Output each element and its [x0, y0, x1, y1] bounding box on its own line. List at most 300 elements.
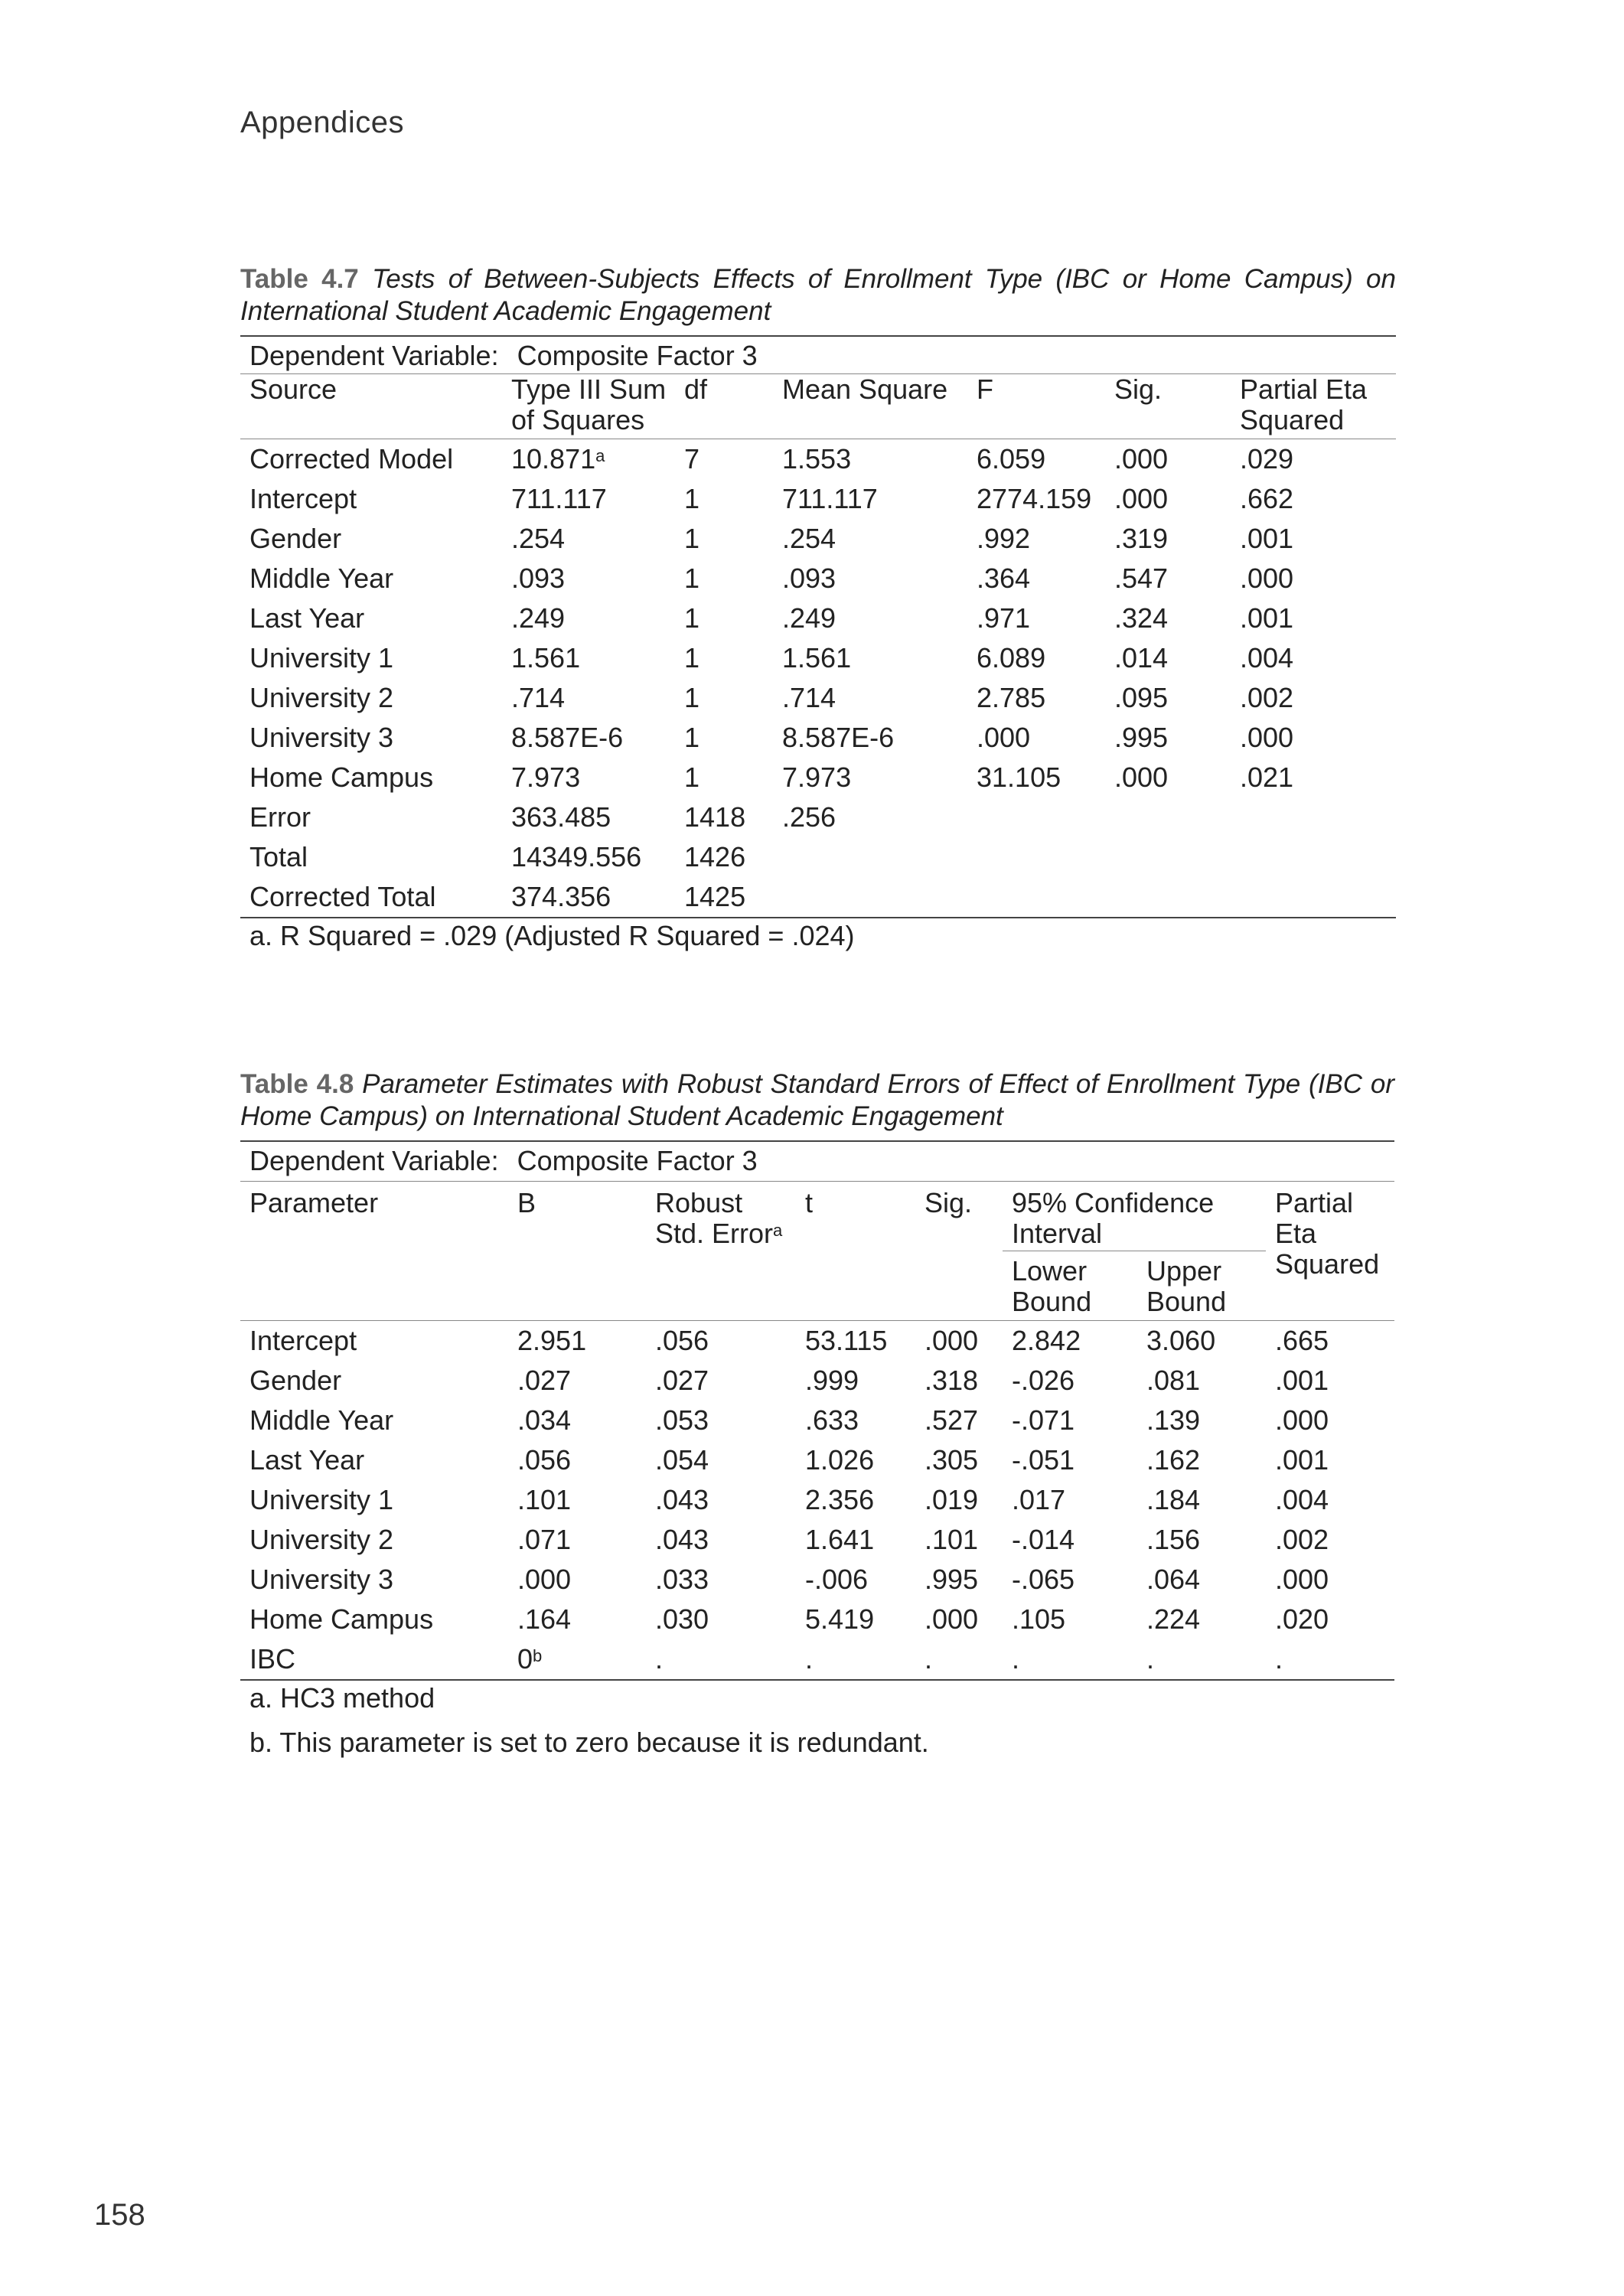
- cell-eta-value: .004: [1240, 642, 1294, 673]
- cell-df: [675, 439, 773, 480]
- cell-se: [646, 1520, 796, 1560]
- cell-upper-value: .156: [1146, 1524, 1201, 1555]
- cell-t-value: 2.356: [805, 1484, 875, 1515]
- cell-t: [796, 1321, 915, 1362]
- cell-sig-value: .995: [925, 1564, 979, 1595]
- cell-t: [796, 1480, 915, 1520]
- cell-b: [508, 1321, 646, 1362]
- cell-upper-value: .: [1146, 1643, 1155, 1675]
- cell-parameter-value: Home Campus: [249, 1603, 434, 1635]
- cell-f: [967, 519, 1105, 559]
- cell-eta: [1231, 598, 1396, 638]
- cell-sig-value: .995: [1114, 722, 1169, 753]
- table-4-7-caption: [240, 263, 1396, 328]
- cell-sig-value: .019: [925, 1484, 979, 1515]
- cell-df-value: 7: [684, 443, 700, 475]
- cell-sig-value: .095: [1114, 682, 1169, 713]
- cell-f-value: 6.089: [977, 642, 1046, 673]
- cell-sig: [1105, 598, 1231, 638]
- cell-upper-value: .139: [1146, 1404, 1201, 1436]
- cell-ss-value: 14349.556: [511, 841, 642, 872]
- table-row: [240, 877, 1396, 918]
- cell-upper: [1137, 1361, 1266, 1401]
- cell-eta: [1231, 479, 1396, 519]
- cell-df-value: 1: [684, 483, 700, 514]
- cell-parameter: [240, 1600, 508, 1639]
- cell-parameter-value: University 2: [249, 1524, 394, 1555]
- cell-eta-value: .004: [1275, 1484, 1329, 1515]
- cell-f-value: .971: [977, 602, 1031, 634]
- cell-ss-value: 1.561: [511, 642, 581, 673]
- cell-source-value: Error: [249, 801, 311, 833]
- table-4-7-note-a: a. R Squared = .029 (Adjusted R Squared = .024): [249, 920, 855, 951]
- footnote-marker-a: a: [773, 1221, 783, 1240]
- cell-parameter: [240, 1480, 508, 1520]
- cell-sig: [915, 1440, 1003, 1480]
- cell-upper-value: .064: [1146, 1564, 1201, 1595]
- header-ci-line1: 95% Confidence: [1012, 1187, 1215, 1218]
- header-t: t: [796, 1182, 915, 1321]
- cell-ms: [773, 559, 967, 598]
- cell-se-value: .056: [655, 1325, 709, 1356]
- cell-lower: [1003, 1560, 1137, 1600]
- cell-upper: [1137, 1600, 1266, 1639]
- cell-source-value: Gender: [249, 523, 342, 554]
- header-upper-line2: Bound: [1146, 1286, 1227, 1317]
- header-eta-line3: Squared: [1275, 1248, 1380, 1280]
- cell-sig-value: .305: [925, 1444, 979, 1476]
- header-row-1: [240, 1182, 1394, 1251]
- cell-source: [240, 479, 502, 519]
- header-sum-of-squares: [502, 374, 675, 439]
- cell-eta: [1266, 1361, 1394, 1401]
- cell-f: [967, 598, 1105, 638]
- cell-source: [240, 559, 502, 598]
- table-row: [240, 1520, 1394, 1560]
- cell-se-value: .043: [655, 1524, 709, 1555]
- cell-ss-value: 10.871: [511, 443, 596, 475]
- table-4-8: [240, 1140, 1394, 1681]
- cell-f: [967, 559, 1105, 598]
- cell-sig: [915, 1401, 1003, 1440]
- cell-sig: [915, 1520, 1003, 1560]
- cell-source-value: Middle Year: [249, 563, 394, 594]
- cell-se: [646, 1440, 796, 1480]
- cell-f: [967, 797, 1105, 837]
- cell-df: [675, 598, 773, 638]
- cell-f: [967, 837, 1105, 877]
- table-title: Tests of Between-Subjects Effects of Enrollment Type (IBC or Home Campus) on International Student Academic Engagement: [240, 264, 1396, 326]
- cell-sig-value: .: [925, 1643, 933, 1675]
- header-partial-eta: [1231, 374, 1396, 439]
- table-4-8-block: [240, 1068, 1394, 1759]
- cell-source-value: Corrected Total: [249, 881, 436, 912]
- cell-eta: [1266, 1401, 1394, 1440]
- header-ss-line2: of Squares: [511, 404, 645, 435]
- cell-ms-value: .254: [782, 523, 836, 554]
- header-parameter: Parameter: [240, 1182, 508, 1321]
- cell-ms-value: .249: [782, 602, 836, 634]
- cell-lower: [1003, 1440, 1137, 1480]
- cell-sig: [1105, 758, 1231, 797]
- cell-df-value: 1: [684, 722, 700, 753]
- cell-sig: [915, 1560, 1003, 1600]
- cell-f-value: 2774.159: [977, 483, 1092, 514]
- table-label: Table 4.8: [240, 1069, 354, 1099]
- cell-t: [796, 1639, 915, 1680]
- table-4-8-body: [240, 1321, 1394, 1681]
- cell-source-value: Intercept: [249, 483, 357, 514]
- cell-se: [646, 1401, 796, 1440]
- table-row: [240, 598, 1396, 638]
- table-row: [240, 559, 1396, 598]
- cell-eta: [1266, 1600, 1394, 1639]
- header-b: B: [508, 1182, 646, 1321]
- table-row: [240, 1361, 1394, 1401]
- cell-sig-value: .319: [1114, 523, 1169, 554]
- cell-df: [675, 758, 773, 797]
- cell-se: [646, 1321, 796, 1362]
- cell-ms-value: 1.561: [782, 642, 852, 673]
- cell-t-value: 53.115: [805, 1325, 888, 1356]
- cell-df-value: 1: [684, 642, 700, 673]
- cell-ss-value: 8.587E-6: [511, 722, 624, 753]
- cell-b-value: .027: [517, 1365, 572, 1396]
- cell-eta: [1231, 638, 1396, 678]
- cell-se: [646, 1639, 796, 1680]
- cell-df-value: 1418: [684, 801, 746, 833]
- cell-eta-value: .665: [1275, 1325, 1329, 1356]
- cell-sig: [1105, 718, 1231, 758]
- cell-upper-value: 3.060: [1146, 1325, 1216, 1356]
- cell-eta-value: .000: [1240, 722, 1294, 753]
- cell-source-value: University 1: [249, 642, 394, 673]
- header-eta-line2: Eta: [1275, 1218, 1317, 1249]
- cell-sig-value: .527: [925, 1404, 979, 1436]
- cell-df-value: 1: [684, 523, 700, 554]
- cell-upper: [1137, 1401, 1266, 1440]
- cell-b-value: .034: [517, 1404, 572, 1436]
- cell-ss: [502, 797, 675, 837]
- table-row: [240, 758, 1396, 797]
- cell-lower-value: .: [1012, 1643, 1020, 1675]
- cell-eta: [1231, 678, 1396, 718]
- cell-ms-value: .714: [782, 682, 836, 713]
- dependent-variable-row: [240, 1141, 1394, 1182]
- cell-eta-value: .001: [1240, 523, 1294, 554]
- cell-eta-value: .001: [1275, 1365, 1329, 1396]
- cell-t-value: 5.419: [805, 1603, 875, 1635]
- cell-f: [967, 877, 1105, 918]
- cell-parameter-value: Gender: [249, 1365, 342, 1396]
- cell-t-value: .633: [805, 1404, 859, 1436]
- cell-se-value: .043: [655, 1484, 709, 1515]
- cell-sig-value: .318: [925, 1365, 979, 1396]
- cell-b: [508, 1639, 646, 1680]
- table-row: [240, 1480, 1394, 1520]
- cell-b: [508, 1361, 646, 1401]
- cell-source: [240, 519, 502, 559]
- cell-b-value: .000: [517, 1564, 572, 1595]
- table-4-7-body: [240, 439, 1396, 918]
- cell-upper-value: .184: [1146, 1484, 1201, 1515]
- cell-ss-value: 363.485: [511, 801, 611, 833]
- header-sig: Sig.: [1114, 373, 1163, 405]
- dependent-variable-label: Dependent Variable:: [249, 340, 499, 371]
- cell-ms: [773, 758, 967, 797]
- cell-df: [675, 479, 773, 519]
- cell-ms: [773, 718, 967, 758]
- cell-ms: [773, 479, 967, 519]
- cell-b-value: 0: [517, 1643, 533, 1675]
- cell-t: [796, 1401, 915, 1440]
- cell-ss: [502, 837, 675, 877]
- cell-lower-value: -.065: [1012, 1564, 1075, 1595]
- cell-source: [240, 638, 502, 678]
- cell-parameter-value: Middle Year: [249, 1404, 394, 1436]
- cell-b-value: .164: [517, 1603, 572, 1635]
- cell-f: [967, 678, 1105, 718]
- cell-f-value: 6.059: [977, 443, 1046, 475]
- cell-source-value: University 3: [249, 722, 394, 753]
- cell-sig-value: .101: [925, 1524, 979, 1555]
- table-row: [240, 718, 1396, 758]
- cell-ss: [502, 638, 675, 678]
- table-row: [240, 519, 1396, 559]
- cell-source-value: Home Campus: [249, 762, 434, 793]
- header-eta-line1: Partial Eta: [1240, 373, 1368, 405]
- cell-eta-value: .001: [1275, 1444, 1329, 1476]
- cell-eta-value: .002: [1240, 682, 1294, 713]
- cell-ms: [773, 439, 967, 480]
- header-partial-eta: [1266, 1182, 1394, 1321]
- table-row: [240, 678, 1396, 718]
- cell-lower-value: -.051: [1012, 1444, 1075, 1476]
- cell-eta: [1266, 1480, 1394, 1520]
- cell-eta: [1231, 439, 1396, 480]
- dependent-variable-value: Composite Factor 3: [517, 340, 758, 371]
- cell-eta: [1231, 559, 1396, 598]
- table-title: Parameter Estimates with Robust Standard Errors of Effect of Enrollment Type (IBC or Home Campus) on International Student Academic Engagement: [240, 1069, 1394, 1131]
- cell-t-value: 1.641: [805, 1524, 875, 1555]
- cell-se: [646, 1600, 796, 1639]
- cell-eta-value: .020: [1275, 1603, 1329, 1635]
- cell-ss: [502, 598, 675, 638]
- cell-lower: [1003, 1600, 1137, 1639]
- cell-lower: [1003, 1321, 1137, 1362]
- cell-eta-value: .000: [1240, 563, 1294, 594]
- header-upper-line1: Upper: [1146, 1255, 1222, 1287]
- cell-ms: [773, 837, 967, 877]
- dependent-variable-label: Dependent Variable:: [249, 1145, 499, 1176]
- cell-ms-value: .256: [782, 801, 836, 833]
- cell-t: [796, 1560, 915, 1600]
- table-row: [240, 1440, 1394, 1480]
- cell-source: [240, 877, 502, 918]
- cell-ms: [773, 638, 967, 678]
- cell-ss: [502, 877, 675, 918]
- cell-eta: [1231, 758, 1396, 797]
- cell-upper: [1137, 1480, 1266, 1520]
- cell-b: [508, 1560, 646, 1600]
- cell-eta-value: .: [1275, 1643, 1283, 1675]
- cell-parameter-value: Intercept: [249, 1325, 357, 1356]
- cell-f-value: .992: [977, 523, 1031, 554]
- cell-f-value: .364: [977, 563, 1031, 594]
- cell-ms-value: 711.117: [782, 483, 878, 514]
- cell-ss-value: .714: [511, 682, 566, 713]
- cell-sig: [915, 1321, 1003, 1362]
- cell-lower-value: 2.842: [1012, 1325, 1081, 1356]
- cell-parameter: [240, 1440, 508, 1480]
- cell-ss-value: 374.356: [511, 881, 611, 912]
- cell-ss: [502, 479, 675, 519]
- header-ss-line1: Type III Sum: [511, 373, 667, 405]
- table-row: [240, 797, 1396, 837]
- cell-eta-value: .001: [1240, 602, 1294, 634]
- cell-se: [646, 1480, 796, 1520]
- cell-source: [240, 439, 502, 480]
- cell-sig-value: .000: [925, 1603, 979, 1635]
- header-f: F: [977, 373, 993, 405]
- cell-se-value: .027: [655, 1365, 709, 1396]
- cell-lower: [1003, 1480, 1137, 1520]
- cell-t: [796, 1361, 915, 1401]
- cell-f-value: 2.785: [977, 682, 1046, 713]
- cell-sig: [1105, 797, 1231, 837]
- cell-se-value: .: [655, 1643, 664, 1675]
- cell-se-value: .033: [655, 1564, 709, 1595]
- cell-se-value: .053: [655, 1404, 709, 1436]
- cell-ms-value: 8.587E-6: [782, 722, 895, 753]
- table-row: [240, 439, 1396, 480]
- table-row: [240, 1639, 1394, 1680]
- cell-upper-value: .162: [1146, 1444, 1201, 1476]
- cell-eta: [1231, 837, 1396, 877]
- cell-source: [240, 797, 502, 837]
- cell-eta-value: .000: [1275, 1404, 1329, 1436]
- cell-upper: [1137, 1520, 1266, 1560]
- cell-f: [967, 638, 1105, 678]
- cell-b: [508, 1401, 646, 1440]
- cell-sig-value: .547: [1114, 563, 1169, 594]
- header-upper-bound: [1137, 1251, 1266, 1321]
- header-mean-square: Mean Square: [782, 373, 948, 405]
- header-eta-line2: Squared: [1240, 404, 1345, 435]
- cell-parameter-value: Last Year: [249, 1444, 365, 1476]
- table-4-7-block: [240, 263, 1396, 952]
- cell-sig-value: .014: [1114, 642, 1169, 673]
- cell-ss-value: .249: [511, 602, 566, 634]
- cell-b-value: .056: [517, 1444, 572, 1476]
- running-head: Appendices: [240, 106, 405, 139]
- cell-f-value: 31.105: [977, 762, 1061, 793]
- header-source: Source: [249, 373, 338, 405]
- cell-eta: [1266, 1440, 1394, 1480]
- cell-se-value: .030: [655, 1603, 709, 1635]
- cell-t: [796, 1520, 915, 1560]
- header-lower-line1: Lower: [1012, 1255, 1088, 1287]
- cell-eta: [1231, 718, 1396, 758]
- cell-f-value: .000: [977, 722, 1031, 753]
- cell-eta-value: .000: [1275, 1564, 1329, 1595]
- cell-eta-value: .662: [1240, 483, 1294, 514]
- cell-ms: [773, 519, 967, 559]
- footnote-marker: a: [595, 446, 605, 465]
- cell-parameter: [240, 1401, 508, 1440]
- cell-sig: [1105, 479, 1231, 519]
- cell-t-value: .: [805, 1643, 814, 1675]
- cell-sig: [915, 1480, 1003, 1520]
- cell-f: [967, 758, 1105, 797]
- cell-lower: [1003, 1361, 1137, 1401]
- cell-df: [675, 559, 773, 598]
- cell-eta-value: .021: [1240, 762, 1294, 793]
- cell-ss: [502, 758, 675, 797]
- cell-eta-value: .002: [1275, 1524, 1329, 1555]
- cell-eta: [1266, 1520, 1394, 1560]
- cell-f: [967, 479, 1105, 519]
- cell-df-value: 1: [684, 563, 700, 594]
- cell-df: [675, 678, 773, 718]
- cell-se-value: .054: [655, 1444, 709, 1476]
- cell-lower: [1003, 1520, 1137, 1560]
- cell-ss: [502, 718, 675, 758]
- cell-ss: [502, 678, 675, 718]
- cell-ms-value: 7.973: [782, 762, 852, 793]
- cell-sig-value: .000: [1114, 443, 1169, 475]
- cell-parameter-value: IBC: [249, 1643, 296, 1675]
- cell-eta: [1266, 1321, 1394, 1362]
- cell-eta: [1231, 797, 1396, 837]
- cell-eta: [1266, 1639, 1394, 1680]
- cell-source-value: Total: [249, 841, 308, 872]
- header-lower-line2: Bound: [1012, 1286, 1092, 1317]
- cell-source-value: Corrected Model: [249, 443, 454, 475]
- cell-sig: [1105, 877, 1231, 918]
- cell-sig: [915, 1600, 1003, 1639]
- cell-t-value: -.006: [805, 1564, 869, 1595]
- cell-ms: [773, 598, 967, 638]
- cell-b-value: 2.951: [517, 1325, 587, 1356]
- cell-b: [508, 1520, 646, 1560]
- cell-ms: [773, 877, 967, 918]
- cell-t-value: .999: [805, 1365, 859, 1396]
- cell-parameter: [240, 1361, 508, 1401]
- dependent-variable-value: Composite Factor 3: [517, 1145, 758, 1176]
- cell-ms-value: 1.553: [782, 443, 852, 475]
- cell-t: [796, 1600, 915, 1639]
- cell-upper: [1137, 1321, 1266, 1362]
- cell-ms: [773, 797, 967, 837]
- cell-sig: [1105, 439, 1231, 480]
- table-4-8-note-b: b. This parameter is set to zero because it is redundant.: [249, 1727, 929, 1758]
- cell-source: [240, 837, 502, 877]
- header-df: df: [684, 373, 708, 405]
- cell-se: [646, 1560, 796, 1600]
- cell-parameter-value: University 1: [249, 1484, 394, 1515]
- cell-lower-value: -.026: [1012, 1365, 1075, 1396]
- cell-sig: [1105, 638, 1231, 678]
- cell-b-value: .071: [517, 1524, 572, 1555]
- cell-lower: [1003, 1401, 1137, 1440]
- cell-eta: [1266, 1560, 1394, 1600]
- cell-eta-value: .029: [1240, 443, 1294, 475]
- cell-ms: [773, 678, 967, 718]
- cell-sig: [1105, 559, 1231, 598]
- table-4-8-note-a: a. HC3 method: [249, 1682, 435, 1714]
- cell-lower-value: -.071: [1012, 1404, 1075, 1436]
